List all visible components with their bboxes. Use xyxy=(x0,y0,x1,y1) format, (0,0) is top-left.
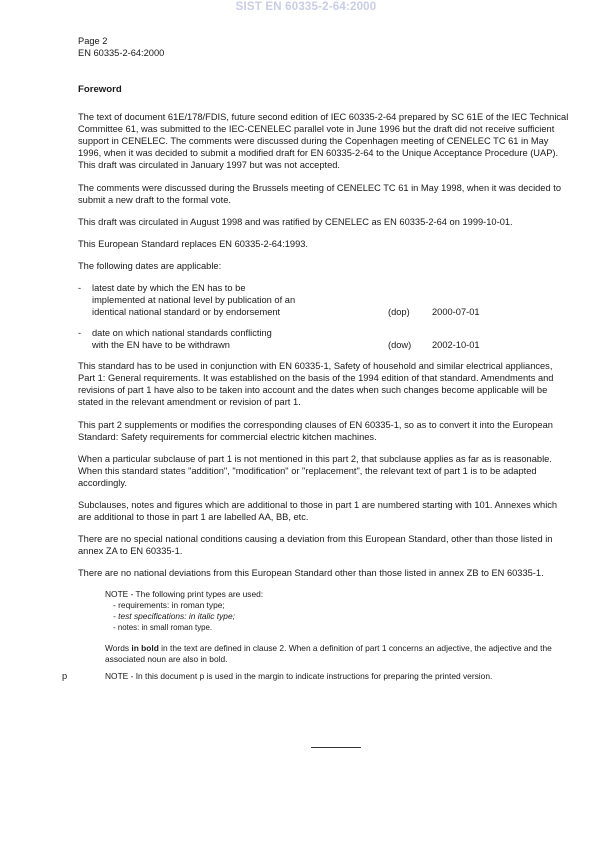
date-description: date on which national standards conflicting with the EN have to be withdrawn xyxy=(92,328,272,350)
note-heading: NOTE - The following print types are used: xyxy=(105,589,264,599)
paragraph: Subclauses, notes and figures which are additional to those in part 1 are numbered starting with 101. Annexes which are additional to those in part 1 are labelled AA, BB, etc. xyxy=(78,500,558,522)
p-note-text: NOTE - In this document p is used in the margin to indicate instructions for preparing the printed version. xyxy=(105,671,493,681)
note-item-test-specifications: - test specifications: in italic type; xyxy=(113,611,235,621)
dates-list xyxy=(78,282,572,351)
paragraph: There are no national deviations from this European Standard other than those listed in annex ZB to EN 60335-1. xyxy=(78,568,544,578)
document-number: EN 60335-2-64:2000 xyxy=(78,48,165,58)
page-header xyxy=(78,35,164,59)
print-types-note xyxy=(105,589,572,633)
words-note-bold: in bold xyxy=(131,643,159,653)
margin-marker: p xyxy=(62,671,68,681)
note-item-notes: - notes: in small roman type. xyxy=(113,623,213,632)
date-value: 2000-07-01 xyxy=(432,307,480,317)
watermark: SIST EN 60335-2-64:2000 xyxy=(235,1,377,13)
date-row-dop xyxy=(78,282,572,318)
foreword-section xyxy=(62,84,572,682)
paragraph: When a particular subclause of part 1 is not mentioned in this part 2, that subclause applies as far as is reasonable. When this standard states "addition", "modification" or "replacement", the relevant text of part 1 is to be adapted accordingly. xyxy=(78,454,552,488)
date-abbreviation: (dop) xyxy=(388,307,410,317)
list-dash: - xyxy=(78,328,82,338)
end-rule xyxy=(311,747,361,748)
date-row-dow xyxy=(78,327,572,351)
page-number: Page 2 xyxy=(78,36,108,46)
date-description: latest date by which the EN has to be implemented at national level by publication of an identical national standard or by endorsement xyxy=(92,283,296,317)
paragraph: This European Standard replaces EN 60335-2-64:1993. xyxy=(78,239,308,249)
foreword-title: Foreword xyxy=(78,84,122,95)
paragraph: This standard has to be used in conjunction with EN 60335-1, Safety of household and similar electrical appliances, Part 1: General requirements. It was established on the basis of the 1994 edition of that standard. Amendments and revisions of part 1 have also to be taken into account and the dates when such changes become applicable will be stated in the relevant amendment or revision of part 1. xyxy=(78,361,554,407)
paragraph: The comments were discussed during the Brussels meeting of CENELEC TC 61 in May 1998, when it was decided to submit a new draft to the formal vote. xyxy=(78,183,561,205)
bold-words-note xyxy=(105,643,572,665)
words-note-post: in the text are defined in clause 2. When a definition of part 1 concerns an adjective, the adjective and the associated noun are also in bold. xyxy=(105,643,552,664)
paragraph: The following dates are applicable: xyxy=(78,261,222,271)
paragraph: There are no special national conditions causing a deviation from this European Standard, other than those listed in annex ZA to EN 60335-1. xyxy=(78,534,553,556)
note-item-requirements: - requirements: in roman type; xyxy=(113,600,225,610)
p-margin-note xyxy=(62,671,572,682)
paragraph: The text of document 61E/178/FDIS, future second edition of IEC 60335-2-64 prepared by SC 61E of the IEC Technical Committee 61, was submitted to the IEC-CENELEC parallel vote in June 1996 but the draft did not receive sufficient support in CENELEC. The comments were discussed during the Copenhagen meeting of CENELEC TC 61 in May 1996, when it was decided to submit a modified draft for EN 60335-2-64 to the Unique Acceptance Procedure (UAP). This draft was circulated in January 1997 but was not accepted. xyxy=(78,112,569,170)
list-dash: - xyxy=(78,283,82,293)
paragraph: This draft was circulated in August 1998 and was ratified by CENELEC as EN 60335-2-64 on 1999-10-01. xyxy=(78,217,513,227)
words-note-pre: Words xyxy=(105,643,132,653)
date-value: 2002-10-01 xyxy=(432,340,480,350)
date-abbreviation: (dow) xyxy=(388,340,412,350)
paragraph: This part 2 supplements or modifies the corresponding clauses of EN 60335-1, so as to convert it into the European Standard: Safety requirements for commercial electric kitchen machines. xyxy=(78,420,553,442)
